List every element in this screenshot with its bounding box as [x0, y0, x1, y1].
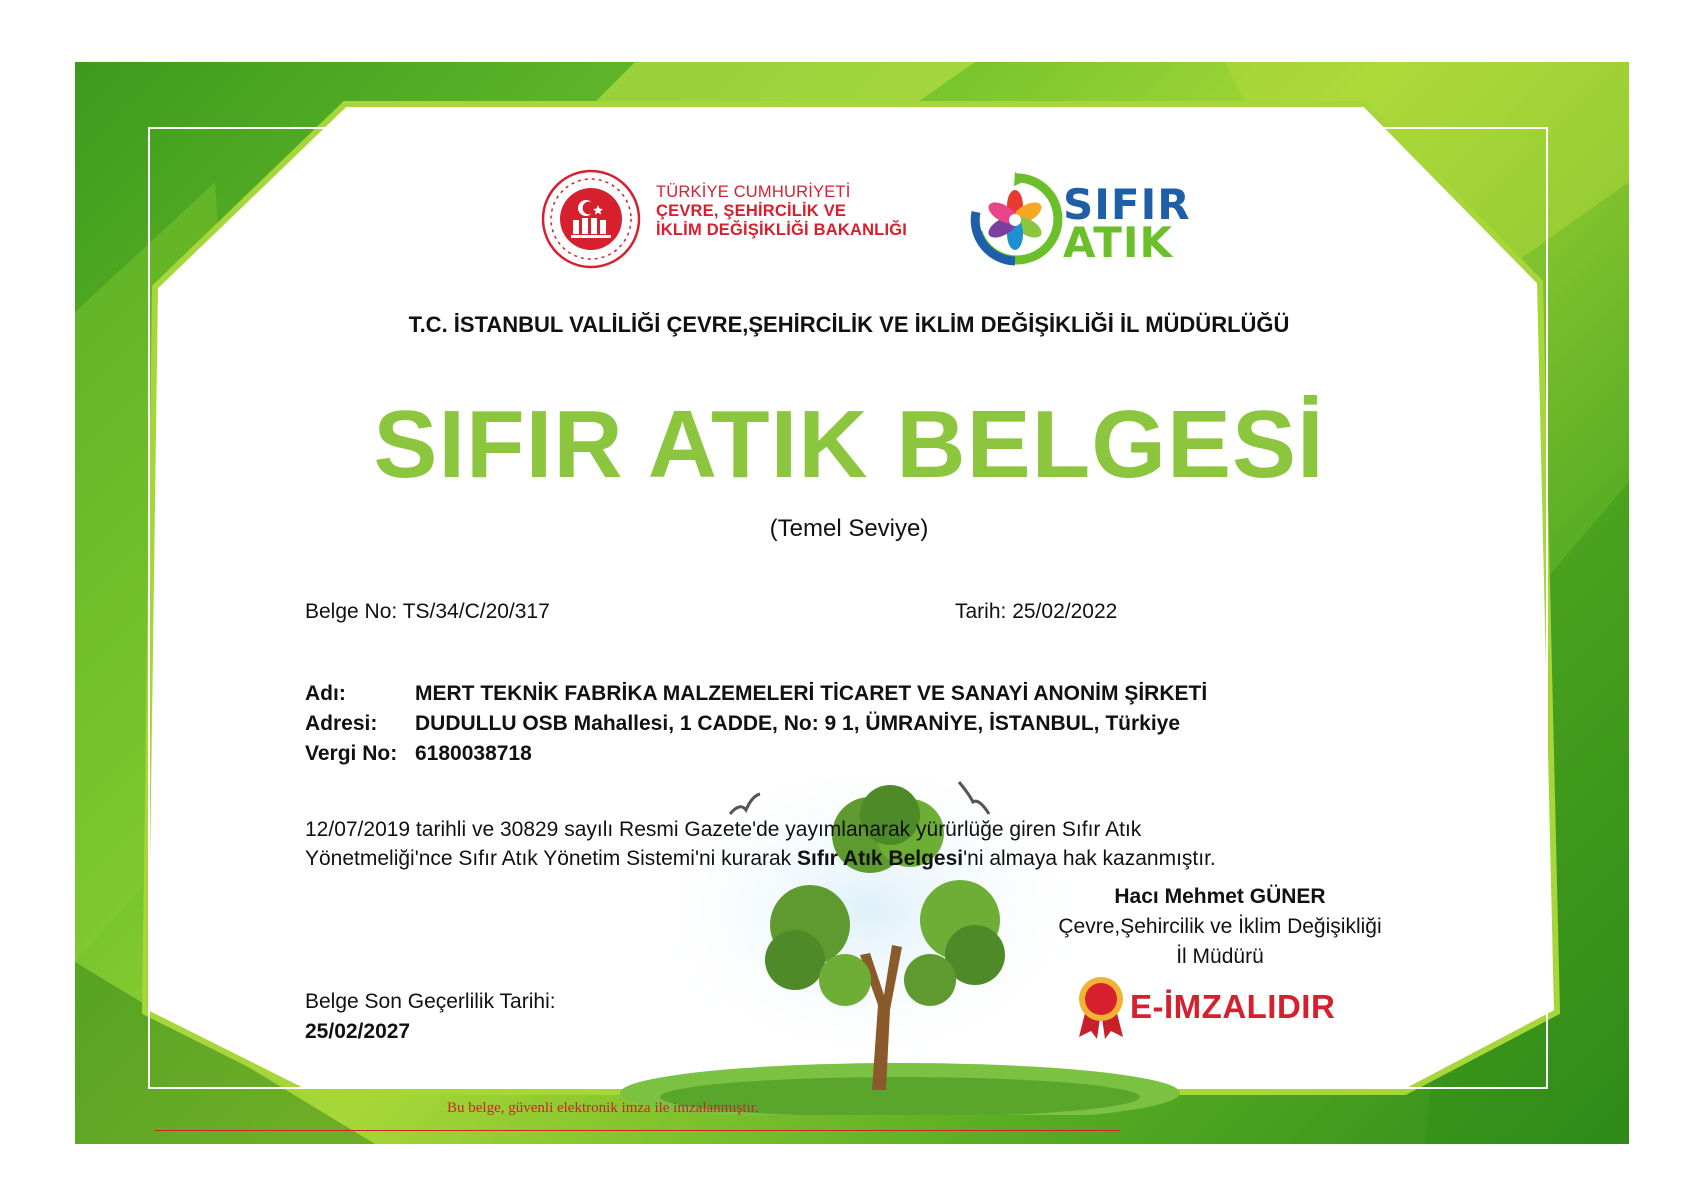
signatory-name: Hacı Mehmet GÜNER [1114, 885, 1326, 908]
belge-no-row [305, 600, 550, 624]
flower-recycle-icon [968, 172, 1063, 267]
tarih-label: Tarih: [955, 600, 1007, 623]
ribbon-badge-icon [1075, 975, 1127, 1039]
ministry-line-1: TÜRKİYE CUMHURİYETİ [656, 183, 851, 201]
certificate-title: SIFIR ATIK BELGESİ [373, 391, 1325, 498]
statement-bold-certificate: Sıfır Atık Belgesi [797, 847, 964, 870]
issuer-header: T.C. İSTANBUL VALİLİĞİ ÇEVRE,ŞEHİRCİLİK VE İKLİM DEĞİŞİKLİĞİ İL MÜDÜRLÜĞÜ [408, 312, 1290, 337]
company-address-label: Adresi: [305, 712, 378, 735]
tarih-row [955, 600, 1117, 624]
company-name: MERT TEKNİK FABRİKA MALZEMELERİ TİCARET VE SANAYİ ANONİM ŞİRKETİ [415, 682, 1208, 705]
bird-icon [728, 792, 762, 820]
ministry-name [656, 183, 907, 240]
ministry-seal-icon [540, 168, 642, 270]
certificate-level: (Temel Seviye) [769, 515, 929, 542]
belge-no-label: Belge No: [305, 600, 398, 623]
footer-line [155, 1130, 1120, 1131]
signatory-title-line-2: İl Müdürü [1176, 945, 1264, 968]
tax-no-label: Vergi No: [305, 742, 398, 765]
validity-date: 25/02/2027 [305, 1020, 411, 1043]
statement-line-2 [305, 847, 1216, 871]
ministry-line-3: İKLİM DEĞİŞİKLİĞİ BAKANLIĞI [656, 221, 908, 239]
company-address: DUDULLU OSB Mahallesi, 1 CADDE, No: 9 1, ÜMRANİYE, İSTANBUL, Türkiye [415, 712, 1181, 735]
belge-no-value: TS/34/C/20/317 [402, 600, 550, 623]
sifir-atik-logo-word-2: ATIK [1063, 218, 1174, 267]
company-name-label: Adı: [305, 682, 346, 705]
statement-line-2-end: 'ni almaya hak kazanmıştır. [963, 847, 1216, 870]
e-signature-label: E-İMZALIDIR [1130, 988, 1336, 1025]
statement-line-2-start: Yönetmeliği'nce Sıfır Atık Yönetim Sistemi'ni kurarak [305, 847, 798, 870]
e-signature-footer-note: Bu belge, güvenli elektronik imza ile imzalanmıştır. [447, 1100, 759, 1116]
bird-icon [955, 780, 991, 818]
ministry-line-2: ÇEVRE, ŞEHİRCİLİK VE [656, 202, 847, 220]
validity-label: Belge Son Geçerlilik Tarihi: [305, 990, 556, 1013]
sifir-atik-logo-word-1: SIFIR [1063, 180, 1191, 229]
tarih-value: 25/02/2022 [1012, 600, 1118, 623]
tax-no: 6180038718 [415, 742, 532, 765]
statement-line-1: 12/07/2019 tarihli ve 30829 sayılı Resmi Gazete'de yayımlanarak yürürlüğe giren Sıfır Atık [305, 818, 1142, 841]
signatory-title-line-1: Çevre,Şehircilik ve İklim Değişikliği [1058, 915, 1382, 938]
